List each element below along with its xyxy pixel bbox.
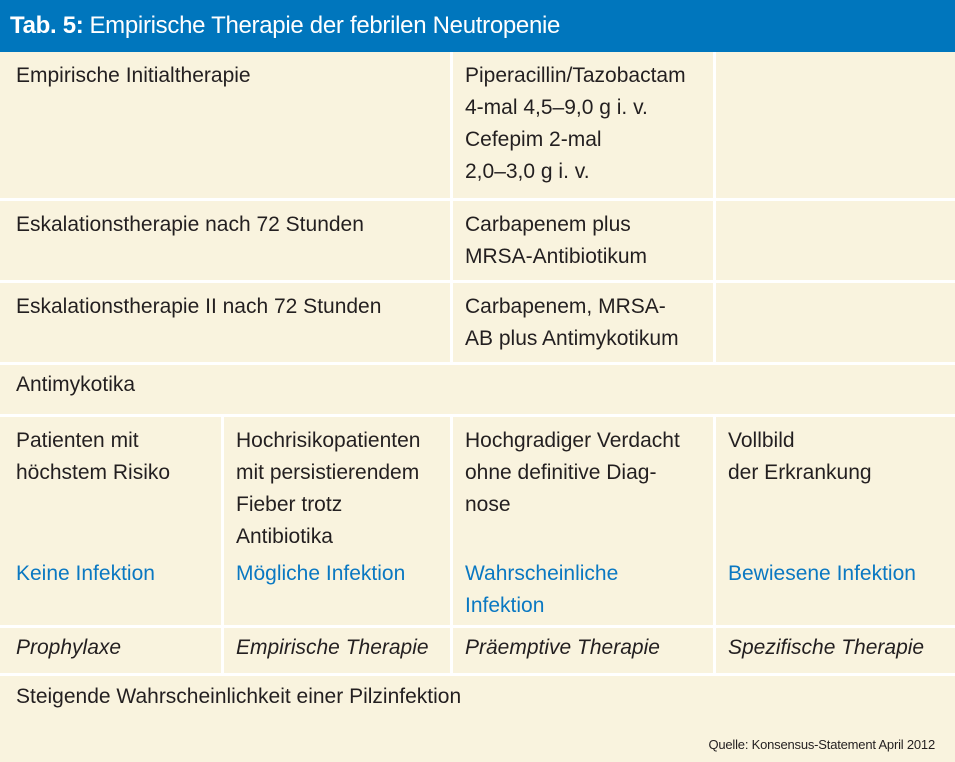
therapy-line: Carbapenem plus: [465, 213, 631, 236]
infection-label: Wahrscheinliche: [465, 562, 619, 585]
infection-label: Infektion: [465, 594, 545, 617]
therapy-type: Prophylaxe: [0, 628, 224, 673]
infection-label: Mögliche Infektion: [236, 562, 406, 585]
table-row-initial-therapy: [0, 52, 955, 201]
condition-cell: [224, 417, 453, 625]
table-row-conditions: [0, 417, 955, 628]
section-label: Antimykotika: [16, 373, 136, 396]
empty-cell: [716, 52, 955, 198]
condition-line: Fieber trotz: [236, 493, 343, 516]
condition-line: nose: [465, 493, 511, 516]
therapy-line: Cefepim 2-mal: [465, 128, 602, 151]
condition-line: Hochrisikopatienten: [236, 429, 421, 452]
therapy-type: Präemptive Therapie: [453, 628, 716, 673]
table-title-bar: [0, 0, 955, 52]
therapy-cell: [453, 201, 716, 280]
table-title: Empirische Therapie der febrilen Neutropenie: [89, 12, 561, 39]
table-row-escalation-2: [0, 283, 955, 365]
therapy-line: AB plus Antimykotikum: [465, 327, 679, 350]
condition-cell: [453, 417, 716, 625]
empty-cell: [716, 283, 955, 362]
table-row-antimycotics: [0, 365, 955, 417]
infection-label: Bewiesene Infektion: [728, 562, 916, 585]
therapy-table: [0, 52, 955, 724]
therapy-cell: [453, 52, 716, 198]
empty-cell: [716, 201, 955, 280]
probability-label: Steigende Wahrscheinlichkeit einer Pilzinfektion: [16, 685, 462, 708]
infection-label: Keine Infektion: [16, 562, 155, 585]
row-label: Empirische Initialtherapie: [0, 52, 453, 198]
table-row-therapy-types: [0, 628, 955, 676]
table-row-escalation: [0, 201, 955, 283]
table-number: Tab. 5:: [10, 12, 84, 39]
row-label: Eskalationstherapie nach 72 Stunden: [0, 201, 453, 280]
condition-line: mit persistierendem: [236, 461, 420, 484]
condition-cell: [716, 417, 955, 625]
condition-line: Patienten mit: [16, 429, 139, 452]
therapy-line: Piperacillin/Tazobactam: [465, 64, 686, 87]
condition-line: der Erkrankung: [728, 461, 872, 484]
condition-line: Hochgradiger Verdacht: [465, 429, 680, 452]
condition-line: Antibiotika: [236, 525, 333, 548]
condition-line: ohne definitive Diag-: [465, 461, 657, 484]
therapy-line: MRSA-Antibiotikum: [465, 245, 648, 268]
source-note: Quelle: Konsensus-Statement April 2012: [708, 737, 935, 752]
condition-line: Vollbild: [728, 429, 795, 452]
condition-line: höchstem Risiko: [16, 461, 171, 484]
condition-cell: [0, 417, 224, 625]
therapy-type: Spezifische Therapie: [728, 636, 925, 659]
row-label: Eskalationstherapie II nach 72 Stunden: [0, 283, 453, 362]
therapy-line: 4-mal 4,5–9,0 g i. v.: [465, 96, 648, 119]
therapy-cell: [453, 283, 716, 362]
therapy-type: Empirische Therapie: [224, 628, 453, 673]
therapy-line: 2,0–3,0 g i. v.: [465, 160, 590, 183]
therapy-line: Carbapenem, MRSA-: [465, 295, 666, 318]
table-row-probability: [0, 676, 955, 724]
